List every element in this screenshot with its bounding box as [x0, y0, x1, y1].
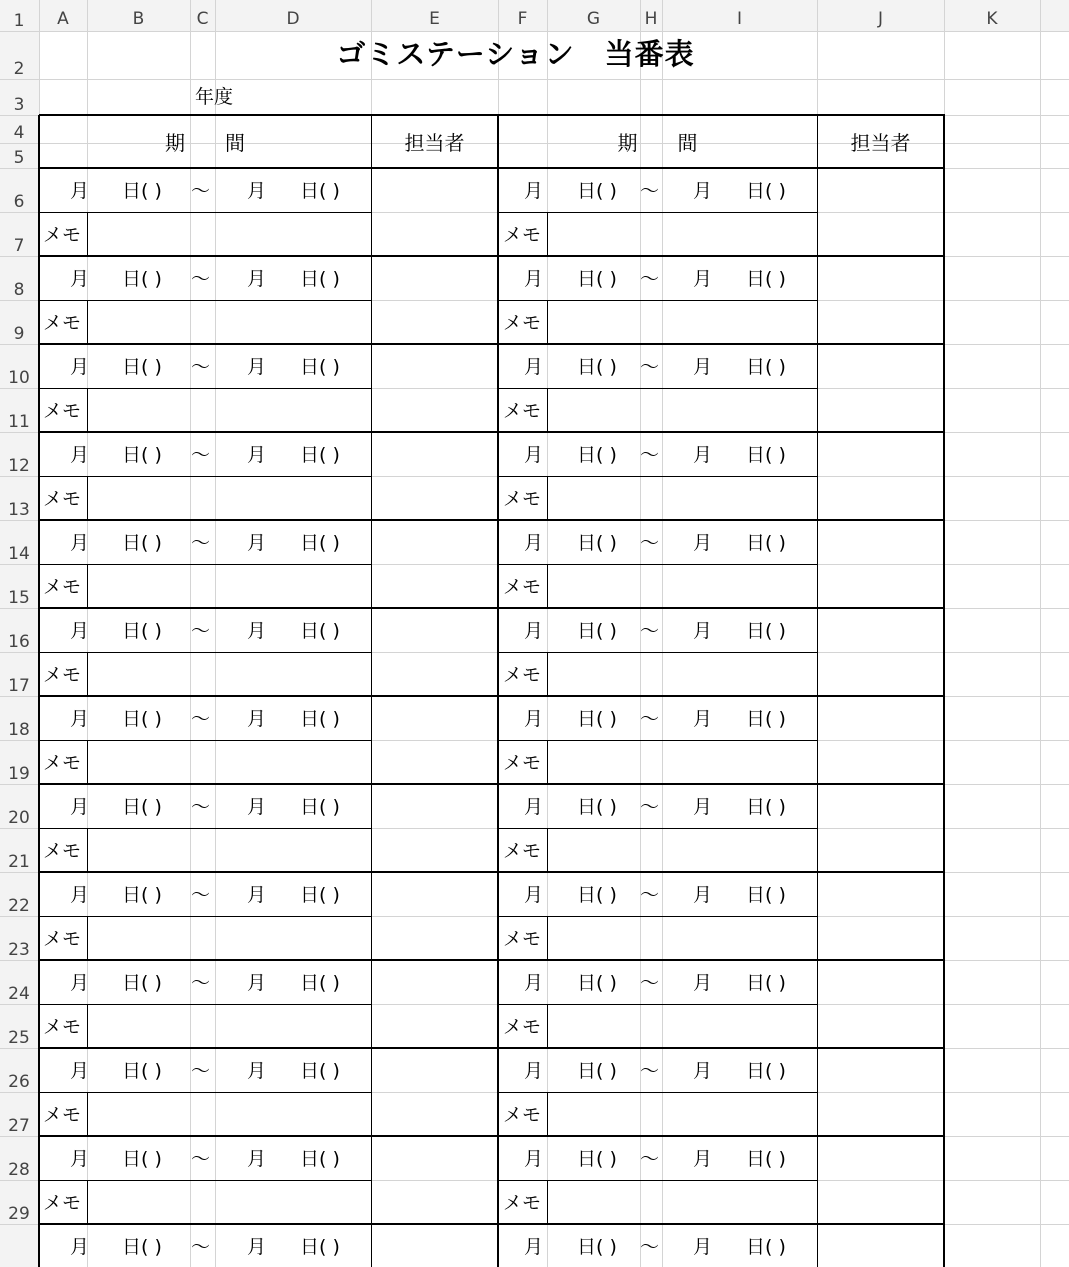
border-horizontal: [39, 212, 371, 213]
tilde-separator: 〜: [640, 1148, 660, 1170]
day-label: 日( ): [746, 708, 786, 730]
month-label: 月: [524, 1236, 544, 1258]
day-label: 日( ): [300, 796, 340, 818]
month-label: 月: [70, 1236, 90, 1258]
tilde-separator: 〜: [640, 1236, 660, 1258]
day-label: 日( ): [577, 796, 617, 818]
memo-label: メモ: [43, 224, 82, 246]
month-label: 月: [524, 796, 544, 818]
month-label: 月: [70, 884, 90, 906]
period-header-left: 期 間: [165, 131, 245, 155]
memo-label: メモ: [43, 1192, 82, 1214]
row-header-9[interactable]: 9: [13, 324, 25, 344]
tilde-separator: 〜: [640, 708, 660, 730]
border-vertical: [87, 564, 88, 608]
month-label: 月: [70, 972, 90, 994]
month-label: 月: [693, 972, 713, 994]
day-label: 日( ): [122, 884, 162, 906]
border-horizontal: [39, 476, 371, 477]
border-vertical: [547, 388, 548, 432]
border-horizontal: [39, 1135, 945, 1137]
tilde-separator: 〜: [191, 708, 211, 730]
row-header-15[interactable]: 15: [8, 588, 30, 608]
month-label: 月: [247, 268, 267, 290]
column-header-f[interactable]: F: [517, 9, 528, 29]
tilde-separator: 〜: [191, 356, 211, 378]
row-header-26[interactable]: 26: [8, 1072, 30, 1092]
tilde-separator: 〜: [191, 1148, 211, 1170]
border-horizontal: [498, 828, 817, 829]
day-label: 日( ): [746, 620, 786, 642]
memo-label: メモ: [43, 400, 82, 422]
day-label: 日( ): [122, 268, 162, 290]
row-header-27[interactable]: 27: [8, 1116, 30, 1136]
month-label: 月: [70, 1148, 90, 1170]
border-vertical: [547, 1092, 548, 1136]
month-label: 月: [70, 796, 90, 818]
day-label: 日( ): [300, 884, 340, 906]
month-label: 月: [70, 356, 90, 378]
month-label: 月: [247, 356, 267, 378]
month-label: 月: [524, 356, 544, 378]
memo-label: メモ: [43, 576, 82, 598]
month-label: 月: [70, 532, 90, 554]
month-label: 月: [524, 1148, 544, 1170]
month-label: 月: [693, 620, 713, 642]
memo-label: メモ: [503, 664, 542, 686]
row-header-8[interactable]: 8: [13, 280, 25, 300]
gridline-vertical: [662, 0, 663, 1267]
day-label: 日( ): [300, 180, 340, 202]
day-label: 日( ): [577, 1060, 617, 1082]
memo-label: メモ: [43, 312, 82, 334]
row-header-6[interactable]: 6: [13, 192, 25, 212]
memo-label: メモ: [43, 1104, 82, 1126]
border-horizontal: [39, 1223, 945, 1225]
border-horizontal: [39, 564, 371, 565]
month-label: 月: [247, 1148, 267, 1170]
day-label: 日( ): [577, 620, 617, 642]
month-label: 月: [524, 620, 544, 642]
month-label: 月: [70, 620, 90, 642]
month-label: 月: [693, 708, 713, 730]
row-header-17[interactable]: 17: [8, 676, 30, 696]
day-label: 日( ): [300, 1148, 340, 1170]
memo-label: メモ: [503, 840, 542, 862]
tilde-separator: 〜: [640, 884, 660, 906]
border-horizontal: [39, 1047, 945, 1049]
day-label: 日( ): [300, 444, 340, 466]
border-vertical: [87, 1180, 88, 1224]
memo-label: メモ: [43, 752, 82, 774]
day-label: 日( ): [577, 1148, 617, 1170]
column-header-d[interactable]: D: [286, 9, 300, 29]
day-label: 日( ): [746, 884, 786, 906]
border-horizontal: [39, 783, 945, 785]
tilde-separator: 〜: [640, 268, 660, 290]
gridline-horizontal: [0, 31, 1069, 32]
day-label: 日( ): [746, 180, 786, 202]
month-label: 月: [693, 268, 713, 290]
row-header-13[interactable]: 13: [8, 500, 30, 520]
border-horizontal: [39, 1004, 371, 1005]
border-vertical: [87, 300, 88, 344]
day-label: 日( ): [300, 620, 340, 642]
day-label: 日( ): [746, 532, 786, 554]
month-label: 月: [247, 972, 267, 994]
border-horizontal: [39, 740, 371, 741]
tilde-separator: 〜: [640, 356, 660, 378]
tilde-separator: 〜: [191, 180, 211, 202]
tilde-separator: 〜: [640, 796, 660, 818]
column-header-c[interactable]: C: [196, 9, 209, 29]
fiscal-year-label: 年度: [195, 86, 234, 108]
row-header-23[interactable]: 23: [8, 940, 30, 960]
day-label: 日( ): [577, 180, 617, 202]
row-header-20[interactable]: 20: [8, 808, 30, 828]
tilde-separator: 〜: [191, 532, 211, 554]
month-label: 月: [524, 972, 544, 994]
row-header-29[interactable]: 29: [8, 1204, 30, 1224]
day-label: 日( ): [746, 356, 786, 378]
column-header-h[interactable]: H: [644, 9, 658, 29]
day-label: 日( ): [577, 356, 617, 378]
month-label: 月: [524, 444, 544, 466]
tilde-separator: 〜: [640, 444, 660, 466]
tilde-separator: 〜: [640, 972, 660, 994]
month-label: 月: [693, 532, 713, 554]
row-header-21[interactable]: 21: [8, 852, 30, 872]
border-vertical: [547, 1004, 548, 1048]
border-horizontal: [498, 740, 817, 741]
border-horizontal: [498, 916, 817, 917]
memo-label: メモ: [503, 1104, 542, 1126]
day-label: 日( ): [122, 796, 162, 818]
month-label: 月: [693, 180, 713, 202]
day-label: 日( ): [577, 708, 617, 730]
day-label: 日( ): [577, 972, 617, 994]
day-label: 日( ): [577, 268, 617, 290]
month-label: 月: [693, 884, 713, 906]
day-label: 日( ): [577, 884, 617, 906]
memo-label: メモ: [503, 1192, 542, 1214]
tilde-separator: 〜: [191, 972, 211, 994]
row-header-4[interactable]: 4: [13, 123, 25, 143]
month-label: 月: [247, 532, 267, 554]
row-header-12[interactable]: 12: [8, 456, 30, 476]
border-vertical: [87, 652, 88, 696]
month-label: 月: [693, 1236, 713, 1258]
column-header-b[interactable]: B: [132, 9, 145, 29]
day-label: 日( ): [122, 1148, 162, 1170]
border-vertical: [547, 652, 548, 696]
row-header-7[interactable]: 7: [13, 236, 25, 256]
month-label: 月: [524, 1060, 544, 1082]
tilde-separator: 〜: [191, 620, 211, 642]
month-label: 月: [70, 1060, 90, 1082]
month-label: 月: [247, 1236, 267, 1258]
day-label: 日( ): [577, 1236, 617, 1258]
border-horizontal: [498, 300, 817, 301]
column-header-k[interactable]: K: [986, 9, 998, 29]
border-vertical: [87, 212, 88, 256]
border-horizontal: [39, 652, 371, 653]
day-label: 日( ): [300, 708, 340, 730]
month-label: 月: [693, 1060, 713, 1082]
month-label: 月: [524, 884, 544, 906]
border-vertical: [943, 115, 945, 1267]
border-horizontal: [498, 1092, 817, 1093]
month-label: 月: [524, 708, 544, 730]
border-horizontal: [498, 476, 817, 477]
border-horizontal: [39, 343, 945, 345]
memo-label: メモ: [43, 664, 82, 686]
border-horizontal: [498, 652, 817, 653]
border-horizontal: [498, 564, 817, 565]
row-header-22[interactable]: 22: [8, 896, 30, 916]
border-horizontal: [498, 1004, 817, 1005]
month-label: 月: [70, 444, 90, 466]
border-vertical: [547, 740, 548, 784]
tilde-separator: 〜: [640, 620, 660, 642]
month-label: 月: [247, 1060, 267, 1082]
border-horizontal: [39, 695, 945, 697]
day-label: 日( ): [122, 444, 162, 466]
month-label: 月: [247, 444, 267, 466]
border-vertical: [547, 476, 548, 520]
tilde-separator: 〜: [640, 532, 660, 554]
border-vertical: [547, 916, 548, 960]
border-horizontal: [39, 167, 945, 169]
border-vertical: [87, 916, 88, 960]
period-header-right: 期 間: [617, 131, 698, 155]
month-label: 月: [693, 444, 713, 466]
column-header-j[interactable]: J: [877, 9, 883, 29]
border-vertical: [87, 1092, 88, 1136]
row-header-2[interactable]: 2: [13, 59, 25, 79]
tilde-separator: 〜: [640, 1060, 660, 1082]
gridline-vertical: [215, 0, 216, 1267]
day-label: 日( ): [300, 268, 340, 290]
month-label: 月: [693, 1148, 713, 1170]
person-header-right: 担当者: [850, 131, 911, 155]
border-horizontal: [39, 871, 945, 873]
border-vertical: [87, 476, 88, 520]
day-label: 日( ): [122, 620, 162, 642]
row-header-14[interactable]: 14: [8, 544, 30, 564]
border-horizontal: [39, 255, 945, 257]
memo-label: メモ: [503, 1016, 542, 1038]
memo-label: メモ: [43, 1016, 82, 1038]
border-horizontal: [39, 1092, 371, 1093]
tilde-separator: 〜: [640, 180, 660, 202]
day-label: 日( ): [122, 356, 162, 378]
tilde-separator: 〜: [191, 444, 211, 466]
day-label: 日( ): [122, 532, 162, 554]
border-vertical: [497, 115, 499, 1267]
day-label: 日( ): [577, 444, 617, 466]
tilde-separator: 〜: [191, 1236, 211, 1258]
month-label: 月: [247, 884, 267, 906]
border-horizontal: [498, 1180, 817, 1181]
gridline-horizontal: [0, 79, 1069, 80]
border-horizontal: [39, 431, 945, 433]
border-horizontal: [498, 388, 817, 389]
border-horizontal: [39, 916, 371, 917]
day-label: 日( ): [122, 972, 162, 994]
row-header-18[interactable]: 18: [8, 720, 30, 740]
person-header-left: 担当者: [404, 131, 465, 155]
row-header-5[interactable]: 5: [13, 148, 25, 168]
day-label: 日( ): [746, 268, 786, 290]
border-vertical: [817, 115, 818, 1267]
memo-label: メモ: [503, 224, 542, 246]
column-header-i[interactable]: I: [736, 9, 742, 29]
day-label: 日( ): [300, 532, 340, 554]
memo-label: メモ: [503, 576, 542, 598]
border-horizontal: [498, 212, 817, 213]
tilde-separator: 〜: [191, 796, 211, 818]
border-horizontal: [39, 959, 945, 961]
day-label: 日( ): [122, 708, 162, 730]
day-label: 日( ): [300, 1236, 340, 1258]
border-horizontal: [39, 300, 371, 301]
border-vertical: [87, 1004, 88, 1048]
memo-label: メモ: [503, 488, 542, 510]
memo-label: メモ: [503, 752, 542, 774]
month-label: 月: [247, 708, 267, 730]
month-label: 月: [693, 796, 713, 818]
tilde-separator: 〜: [191, 1060, 211, 1082]
border-vertical: [38, 115, 40, 1267]
border-vertical: [547, 212, 548, 256]
day-label: 日( ): [577, 532, 617, 554]
row-header-28[interactable]: 28: [8, 1160, 30, 1180]
month-label: 月: [693, 356, 713, 378]
border-horizontal: [39, 114, 945, 116]
column-header-g[interactable]: G: [586, 9, 601, 29]
border-vertical: [547, 1180, 548, 1224]
border-horizontal: [39, 607, 945, 609]
day-label: 日( ): [300, 1060, 340, 1082]
border-horizontal: [39, 519, 945, 521]
gridline-vertical: [1040, 0, 1041, 1267]
tilde-separator: 〜: [191, 884, 211, 906]
row-header-16[interactable]: 16: [8, 632, 30, 652]
day-label: 日( ): [746, 972, 786, 994]
month-label: 月: [70, 180, 90, 202]
day-label: 日( ): [122, 1236, 162, 1258]
month-label: 月: [70, 708, 90, 730]
row-header-24[interactable]: 24: [8, 984, 30, 1004]
day-label: 日( ): [746, 444, 786, 466]
day-label: 日( ): [746, 1236, 786, 1258]
border-vertical: [547, 828, 548, 872]
day-label: 日( ): [300, 356, 340, 378]
memo-label: メモ: [503, 928, 542, 950]
column-header-e[interactable]: E: [429, 9, 440, 29]
memo-label: メモ: [43, 488, 82, 510]
border-vertical: [371, 115, 372, 1267]
border-vertical: [547, 564, 548, 608]
row-header-10[interactable]: 10: [8, 368, 30, 388]
month-label: 月: [524, 180, 544, 202]
gridline-vertical: [547, 0, 548, 1267]
row-header-11[interactable]: 11: [8, 412, 30, 432]
border-vertical: [87, 388, 88, 432]
month-label: 月: [247, 180, 267, 202]
day-label: 日( ): [746, 1148, 786, 1170]
month-label: 月: [247, 620, 267, 642]
day-label: 日( ): [122, 1060, 162, 1082]
row-header-1[interactable]: 1: [13, 11, 25, 31]
month-label: 月: [247, 796, 267, 818]
border-vertical: [547, 300, 548, 344]
month-label: 月: [524, 532, 544, 554]
row-header-19[interactable]: 19: [8, 764, 30, 784]
memo-label: メモ: [503, 312, 542, 334]
border-horizontal: [39, 1180, 371, 1181]
day-label: 日( ): [746, 1060, 786, 1082]
border-horizontal: [39, 828, 371, 829]
border-vertical: [87, 740, 88, 784]
border-horizontal: [39, 388, 371, 389]
row-header-25[interactable]: 25: [8, 1028, 30, 1048]
memo-label: メモ: [503, 400, 542, 422]
column-header-a[interactable]: A: [57, 9, 69, 29]
month-label: 月: [524, 268, 544, 290]
border-vertical: [87, 828, 88, 872]
month-label: 月: [70, 268, 90, 290]
tilde-separator: 〜: [191, 268, 211, 290]
memo-label: メモ: [43, 928, 82, 950]
memo-label: メモ: [43, 840, 82, 862]
day-label: 日( ): [300, 972, 340, 994]
sheet-title: ゴミステーション 当番表: [336, 37, 695, 71]
day-label: 日( ): [746, 796, 786, 818]
day-label: 日( ): [122, 180, 162, 202]
row-header-3[interactable]: 3: [13, 95, 25, 115]
